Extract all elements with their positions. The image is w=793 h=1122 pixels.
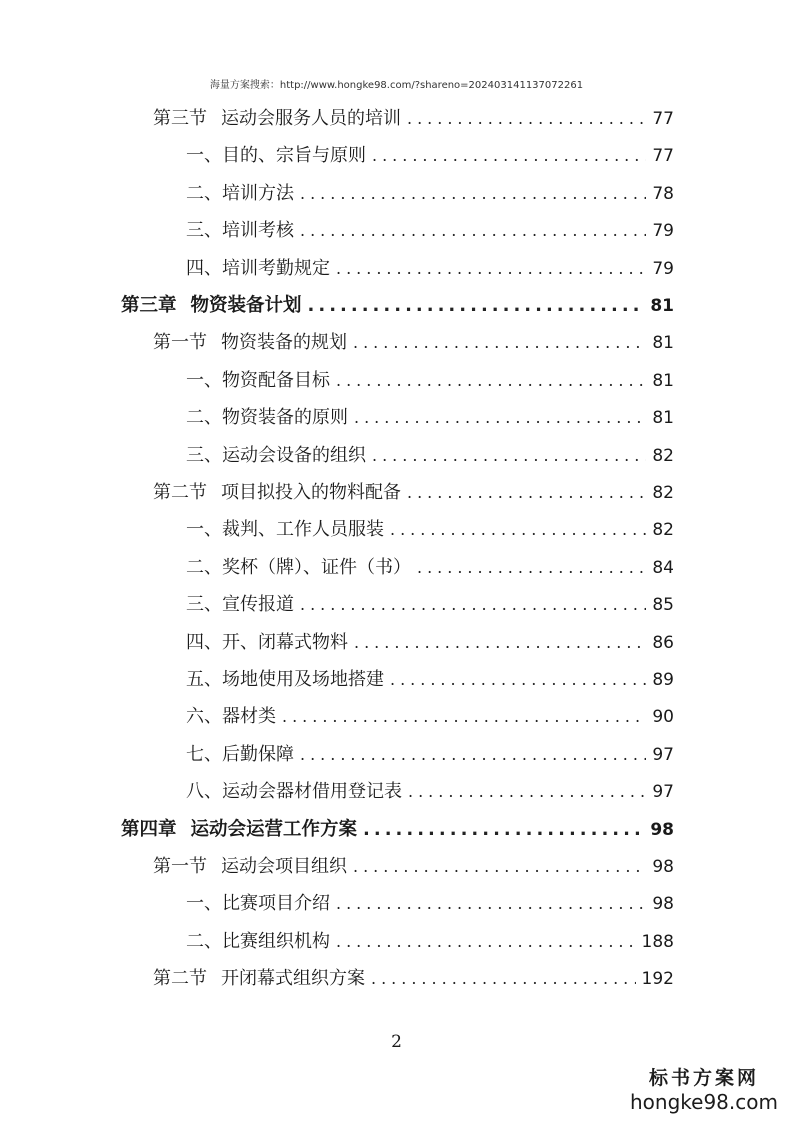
toc-entry-page: 86: [652, 632, 674, 653]
toc-entry[interactable]: [186, 441, 674, 471]
toc-entry-number: 七、: [186, 743, 222, 765]
toc-entry[interactable]: [186, 403, 674, 433]
toc-dot-leader: [372, 441, 646, 471]
toc-entry-page: 79: [652, 221, 674, 242]
toc-dot-leader: [354, 403, 646, 433]
toc-entry-page: 79: [652, 258, 674, 279]
toc-entry-title: 裁判、工作人员服装: [222, 519, 384, 541]
toc-entry-title: 开、闭幕式物料: [222, 631, 348, 653]
toc-entry[interactable]: [186, 777, 674, 807]
toc-entry-number: 第三章: [121, 295, 177, 316]
toc-entry-number: 三、: [186, 220, 222, 242]
toc-dot-leader: [300, 216, 646, 246]
toc-entry[interactable]: [186, 665, 674, 695]
toc-entry[interactable]: [186, 254, 674, 284]
toc-entry[interactable]: [186, 141, 674, 171]
toc-entry[interactable]: [186, 216, 674, 246]
toc-entry-page: 85: [652, 595, 674, 616]
toc-entry-number: 第一节: [153, 856, 207, 877]
toc-entry[interactable]: [186, 889, 674, 919]
toc-entry[interactable]: [186, 702, 674, 732]
toc-entry[interactable]: [153, 964, 674, 994]
toc-entry-number: 八、: [186, 781, 222, 803]
toc-entry[interactable]: [121, 815, 674, 845]
toc-entry[interactable]: [153, 328, 674, 358]
toc-entry[interactable]: [186, 628, 674, 658]
toc-dot-leader: [300, 179, 646, 209]
watermark-domain-text: hongke98.com: [630, 1090, 778, 1114]
toc-entry-page: 81: [652, 333, 674, 354]
toc-entry-page: 98: [650, 819, 674, 840]
toc-entry-title: 宣传报道: [222, 594, 294, 616]
toc-dot-leader: [390, 665, 646, 695]
toc-entry[interactable]: [186, 179, 674, 209]
toc-entry-number: 六、: [186, 706, 222, 728]
toc-dot-leader: [336, 254, 646, 284]
toc-entry-number: 第一节: [153, 332, 207, 354]
toc-entry-number: 二、: [186, 182, 222, 204]
toc-entry-page: 97: [652, 782, 674, 803]
toc-entry-number: 四、: [186, 257, 222, 279]
toc-entry-page: 82: [652, 520, 674, 541]
toc-entry[interactable]: [186, 590, 674, 620]
toc-entry-number: 二、: [186, 930, 222, 952]
toc-entry-number: 二、: [186, 407, 222, 429]
toc-entry[interactable]: [186, 553, 674, 583]
toc-entry-number: 第三节: [153, 108, 207, 129]
toc-entry-page: 98: [652, 857, 674, 877]
toc-dot-leader: [372, 141, 646, 171]
toc-entry-title: 培训方法: [222, 182, 294, 204]
toc-entry[interactable]: [121, 291, 674, 321]
toc-entry-number: 第二节: [153, 482, 207, 503]
toc-entry-title: 奖杯（牌）、证件（书）: [222, 556, 411, 578]
toc-entry-number: 三、: [186, 594, 222, 616]
toc-entry[interactable]: [186, 927, 674, 957]
toc-entry-number: 二、: [186, 556, 222, 578]
toc-entry-title: 运动会器材借用登记表: [222, 781, 402, 803]
toc-dot-leader: [353, 852, 646, 882]
toc-entry-page: 81: [652, 370, 674, 391]
toc-entry-title: 运动会项目组织: [221, 856, 347, 877]
toc-entry-page: 82: [652, 445, 674, 466]
toc-dot-leader: [336, 889, 646, 919]
toc-entry-page: 81: [652, 408, 674, 429]
toc-dot-leader: [282, 702, 646, 732]
toc-entry-number: 一、: [186, 519, 222, 541]
toc-entry-title: 培训考勤规定: [222, 257, 330, 279]
toc-entry-title: 物资配备目标: [222, 369, 330, 391]
toc-entry-page: 78: [652, 183, 674, 204]
toc-dot-leader: [417, 553, 646, 583]
toc-entry-page: 89: [652, 670, 674, 690]
toc-entry-number: 一、: [186, 893, 222, 915]
toc-entry[interactable]: [153, 478, 674, 508]
toc-entry-page: 188: [641, 931, 674, 952]
toc-entry-page: 192: [641, 969, 674, 990]
toc-dot-leader: [300, 740, 646, 770]
toc-entry-title: 物资装备计划: [190, 295, 302, 316]
toc-entry-title: 比赛项目介绍: [222, 893, 330, 915]
toc-entry-page: 97: [652, 744, 674, 765]
toc-entry-page: 81: [650, 296, 674, 316]
toc-dot-leader: [353, 328, 646, 358]
toc-dot-leader: [407, 478, 646, 508]
toc-entry-number: 一、: [186, 145, 222, 167]
toc-entry-number: 第四章: [121, 818, 177, 840]
toc-dot-leader: [390, 515, 646, 545]
toc-entry-page: 82: [652, 483, 674, 503]
toc-dot-leader: [336, 927, 636, 957]
toc-entry[interactable]: [153, 104, 674, 134]
toc-entry-page: 77: [652, 109, 674, 129]
toc-entry-page: 84: [652, 557, 674, 578]
toc-dot-leader: [371, 964, 636, 994]
toc-entry-title: 器材类: [222, 706, 276, 728]
toc-entry-title: 场地使用及场地搭建: [222, 669, 384, 690]
toc-entry-page: 77: [652, 146, 674, 167]
watermark-chinese-text: 标书方案网: [648, 1067, 759, 1089]
toc-entry-page: 98: [652, 894, 674, 915]
toc-dot-leader: [300, 590, 646, 620]
toc-entry[interactable]: [186, 740, 674, 770]
toc-entry[interactable]: [186, 366, 674, 396]
toc-entry-title: 运动会设备的组织: [222, 444, 366, 466]
toc-entry-title: 物资装备的规划: [221, 332, 347, 354]
toc-dot-leader: [408, 777, 646, 807]
toc-entry-page: 90: [652, 707, 674, 728]
toc-entry-title: 比赛组织机构: [222, 930, 330, 952]
page-header-url: 海量方案搜索：http://www.hongke98.com/?shareno=202403141137072261: [209, 80, 584, 91]
toc-entry-number: 一、: [186, 369, 222, 391]
toc-entry-title: 运动会运营工作方案: [190, 818, 358, 840]
toc-entry[interactable]: [186, 515, 674, 545]
toc-dot-leader: [363, 815, 644, 845]
toc-entry[interactable]: [153, 852, 674, 882]
toc-dot-leader: [308, 291, 645, 321]
toc-dot-leader: [407, 104, 646, 134]
toc-entry-title: 物资装备的原则: [222, 407, 348, 429]
toc-entry-number: 三、: [186, 444, 222, 466]
toc-entry-title: 运动会服务人员的培训: [221, 108, 401, 129]
toc-dot-leader: [336, 366, 646, 396]
toc-entry-number: 四、: [186, 631, 222, 653]
toc-entry-number: 五、: [186, 669, 222, 690]
toc-entry-title: 项目拟投入的物料配备: [221, 482, 401, 503]
toc-dot-leader: [354, 628, 646, 658]
toc-entry-title: 目的、宗旨与原则: [222, 145, 366, 167]
site-watermark-logo: [629, 1066, 779, 1114]
toc-entry-number: 第二节: [153, 968, 207, 990]
toc-entry-title: 开闭幕式组织方案: [221, 968, 365, 990]
toc-entry-title: 后勤保障: [222, 743, 294, 765]
toc-entry-title: 培训考核: [222, 220, 294, 242]
page-number: 2: [391, 1032, 402, 1052]
